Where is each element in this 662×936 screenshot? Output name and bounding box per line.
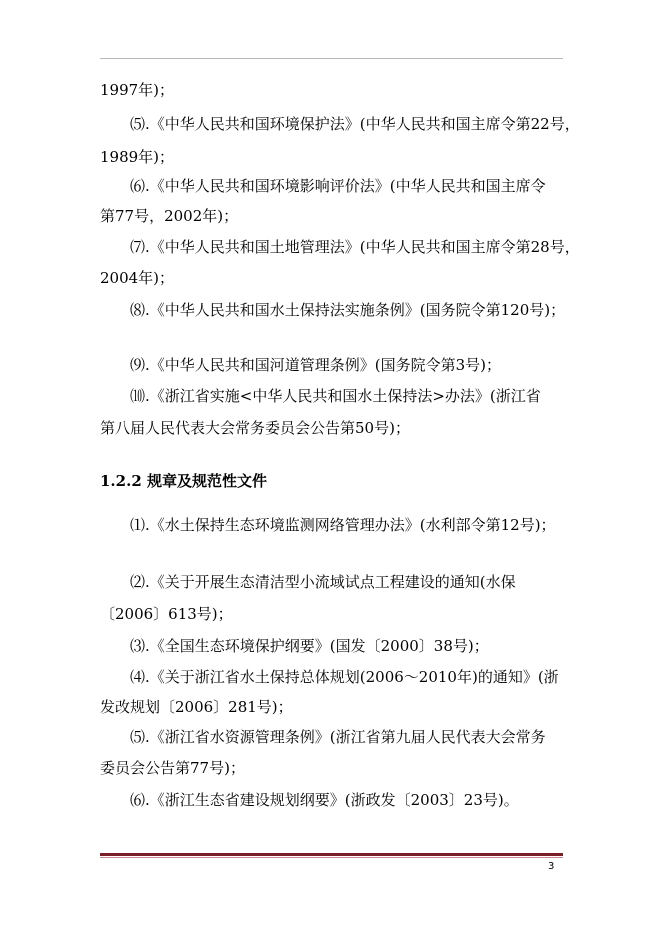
text-line: ⑻.《中华人民共和国水土保持法实施条例》(国务院令第120号)；: [130, 301, 566, 319]
text-line: 1997年)；: [100, 81, 175, 99]
text-line: ⑸.《浙江省水资源管理条例》(浙江省第九届人民代表大会常务: [130, 728, 546, 746]
text-line: ⑷.《关于浙江省水土保持总体规划(2006～2010年)的通知》(浙: [130, 668, 559, 686]
text-line: 第77号，2002年)；: [100, 207, 239, 225]
text-line: ⑺.《中华人民共和国土地管理法》(中华人民共和国主席令第28号，: [130, 238, 580, 256]
text-line: ⑹.《浙江生态省建设规划纲要》(浙政发〔2003〕23号)。: [130, 791, 519, 809]
footer-rule-light: [100, 857, 563, 858]
footer-rule: [100, 853, 563, 856]
text-line: ⑴.《水土保持生态环境监测网络管理办法》(水利部令第12号)；: [130, 516, 556, 534]
section-heading: 1.2.2 规章及规范性文件: [100, 472, 267, 490]
text-line: ⑶.《全国生态环境保护纲要》(国发〔2000〕38号)；: [130, 637, 489, 655]
text-line: 发改规划〔2006〕281号)；: [100, 698, 293, 716]
page-number: 3: [548, 861, 555, 872]
text-line: ⑸.《中华人民共和国环境保护法》(中华人民共和国主席令第22号，: [130, 115, 580, 133]
text-line: ⑹.《中华人民共和国环境影响评价法》(中华人民共和国主席令: [130, 177, 546, 195]
text-line: 〔2006〕613号)；: [100, 605, 233, 623]
text-line: 2004年)；: [100, 269, 175, 287]
text-line: 1989年)；: [100, 148, 175, 166]
header-rule: [100, 58, 563, 59]
text-line: ⑼.《中华人民共和国河道管理条例》(国务院令第3号)；: [130, 356, 502, 374]
text-line: ⑵.《关于开展生态清洁型小流域试点工程建设的通知(水保: [130, 573, 516, 591]
text-line: ⑽.《浙江省实施<中华人民共和国水土保持法>办法》(浙江省: [130, 387, 541, 405]
text-line: 第八届人民代表大会常务委员会公告第50号)；: [100, 419, 410, 437]
text-line: 委员会公告第77号)；: [100, 759, 245, 777]
